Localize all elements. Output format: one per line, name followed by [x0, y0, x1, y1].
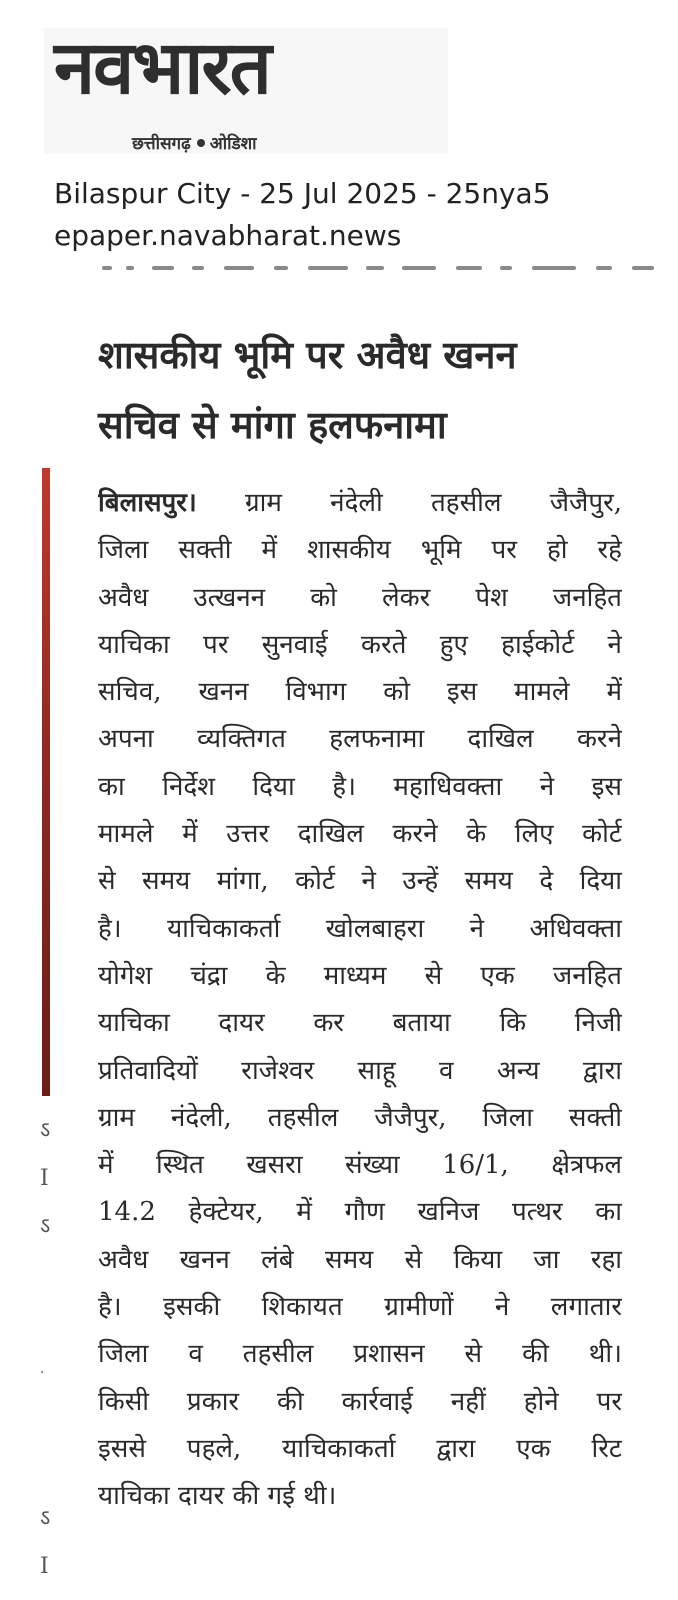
headline-line-1: शासकीय भूमि पर अवैध खनन: [98, 333, 517, 377]
adjacent-column-fragment: I: [40, 1166, 49, 1191]
article-line: याचिका पर सुनवाई करते हुए हाईकोर्ट ने: [98, 629, 622, 660]
masthead: [44, 25, 448, 154]
article-line: मामले में उत्तर दाखिल करने के लिए कोर्ट: [98, 819, 622, 850]
article-line: में स्थित खसरा संख्या 16/1, क्षेत्रफल: [98, 1150, 622, 1181]
article-line: इससे पहले, याचिकाकर्ता द्वारा एक रिट: [98, 1433, 622, 1464]
article-line: सचिव, खनन विभाग को इस मामले में: [98, 677, 622, 708]
dateline: बिलासपुर।: [98, 488, 197, 518]
article-line: योगेश चंद्रा के माध्यम से एक जनहित: [98, 960, 622, 991]
article-line: 14.2 हेक्टेयर, में गौण खनिज पत्थर का: [98, 1197, 622, 1228]
article-line: प्रतिवादियों राजेश्वर साहू व अन्य द्वारा: [98, 1055, 622, 1086]
adjacent-column-fragment: ऽ: [40, 1506, 51, 1531]
adjacent-column-fragment: I: [40, 1554, 49, 1579]
epaper-url: epaper.navabharat.news: [54, 219, 402, 252]
article-line: है। याचिकाकर्ता खोलबाहरा ने अधिवक्ता: [98, 913, 622, 944]
region-tagline: [132, 136, 257, 153]
article-line: याचिका दायर की गई थी।: [98, 1481, 337, 1512]
headline-line-2: सचिव से मांगा हलफनामा: [98, 403, 447, 447]
article-line: का निर्देश दिया है। महाधिवक्ता ने इस: [98, 771, 622, 802]
separator-dot-icon: [197, 139, 205, 147]
adjacent-column-fragment: ऽ: [40, 1118, 51, 1143]
article-line: अवैध उत्खनन को लेकर पेश जनहित: [98, 582, 622, 613]
column-rule: [42, 468, 50, 1096]
article-line: याचिका दायर कर बताया कि निजी: [98, 1008, 622, 1039]
article-line: है। इसकी शिकायत ग्रामीणों ने लगातार: [98, 1292, 622, 1323]
article-body: [98, 480, 622, 1521]
article-line: अवैध खनन लंबे समय से किया जा रहा: [98, 1244, 622, 1275]
adjacent-column-fragment: ऽ: [40, 1214, 51, 1239]
region-odisha: ओडिशा: [209, 134, 257, 154]
edition-info: Bilaspur City - 25 Jul 2025 - 25nya5: [54, 177, 551, 210]
article-line: से समय मांगा, कोर्ट ने उन्हें समय दे दिया: [98, 866, 622, 897]
adjacent-column-fragment: ·: [40, 1365, 45, 1381]
article-line: ग्राम नंदेली, तहसील जैजैपुर, जिला सक्ती: [98, 1102, 622, 1133]
article-line: जिला सक्ती में शासकीय भूमि पर हो रहे: [98, 535, 622, 566]
newspaper-logo: नवभारत: [54, 25, 270, 111]
cropped-text-fragment: [96, 266, 666, 276]
article-line: किसी प्रकार की कार्रवाई नहीं होने पर: [98, 1386, 622, 1417]
region-chhattisgarh: छत्तीसगढ़: [132, 134, 191, 154]
article-line: अपना व्यक्तिगत हलफनामा दाखिल करने: [98, 724, 622, 755]
article-line: जिला व तहसील प्रशासन से की थी।: [98, 1339, 622, 1370]
article-line: बिलासपुर। ग्राम नंदेली तहसील जैजैपुर,: [98, 488, 622, 518]
